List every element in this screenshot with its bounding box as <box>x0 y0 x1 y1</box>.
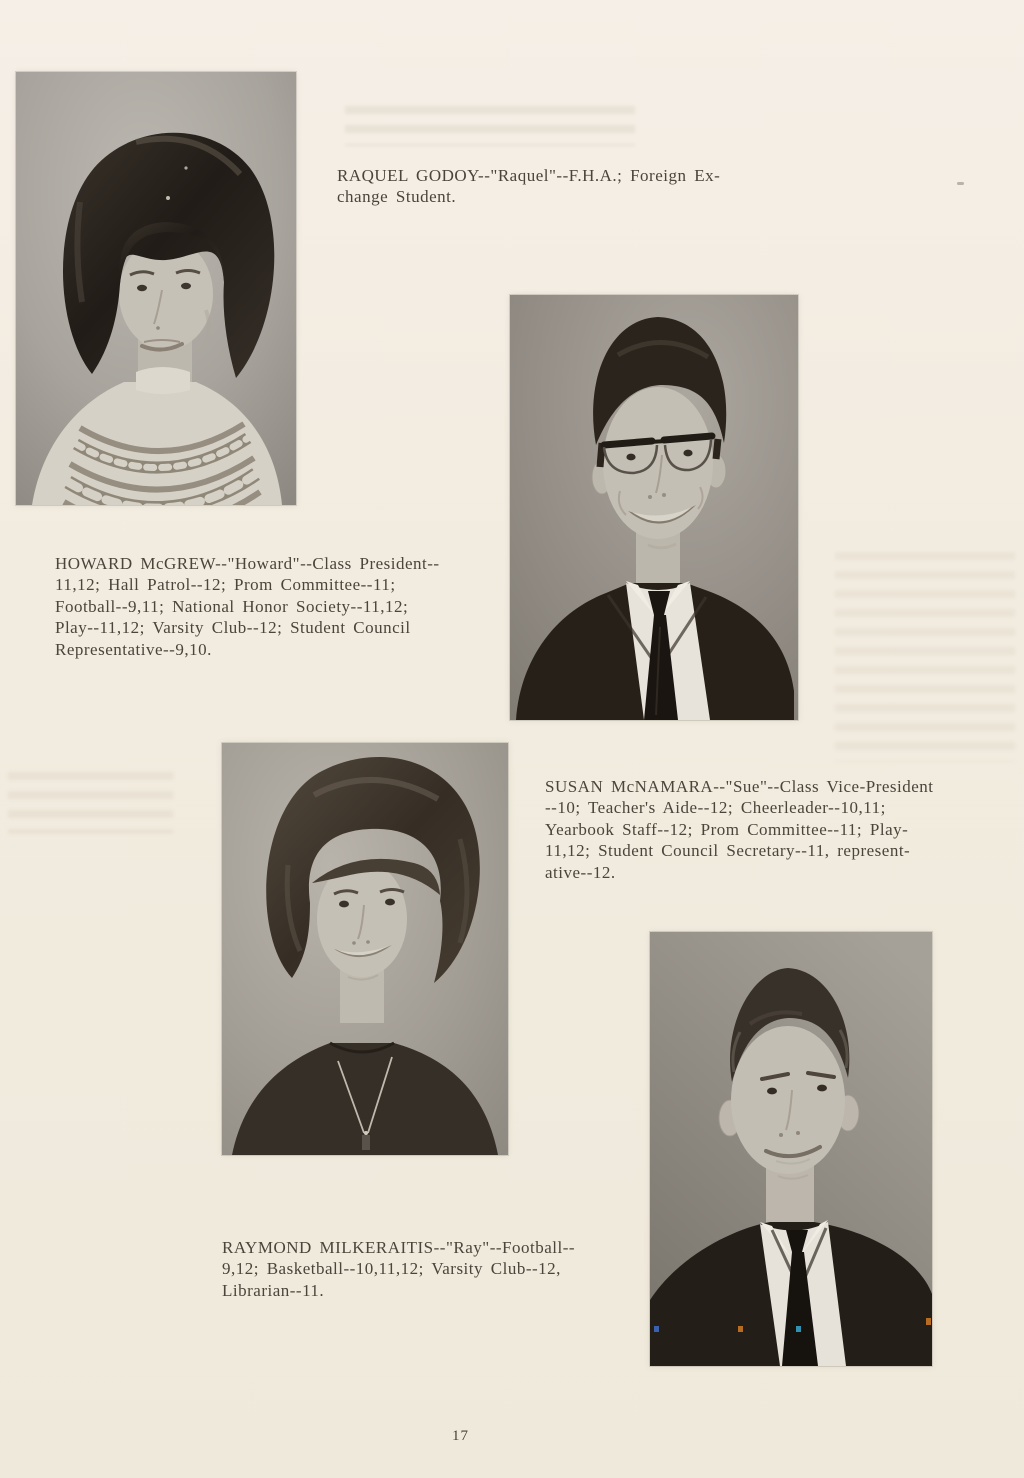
caption-raquel-godoy <box>337 165 720 208</box>
page-number: 17 <box>452 1428 469 1444</box>
portrait-photo-howard-mcgrew <box>510 295 798 720</box>
caption-line: RAQUEL GODOY--"Raquel"--F.H.A.; Foreign Ex- <box>337 166 721 185</box>
portrait-photo-raymond-milkeraitis <box>650 932 932 1366</box>
caption-line: ative--12. <box>545 862 616 882</box>
caption-howard-mcgrew <box>55 553 440 660</box>
face <box>731 1026 845 1174</box>
caption-raymond-milkeraitis <box>222 1237 575 1301</box>
print-showthrough <box>345 106 635 146</box>
caption-line: RAYMOND MILKERAITIS--"Ray"--Football-- <box>222 1238 576 1257</box>
caption-line: HOWARD McGREW--"Howard"--Class President-- <box>55 554 440 573</box>
portrait-photo-raquel-godoy <box>16 72 296 505</box>
portrait-illustration <box>510 295 798 720</box>
portrait-illustration <box>222 743 508 1155</box>
caption-line: 11,12; Student Council Secretary--11, represent- <box>545 841 911 861</box>
portrait-illustration <box>16 72 296 505</box>
caption-line: --10; Teacher's Aide--12; Cheerleader--10,11; <box>545 798 886 818</box>
print-showthrough <box>8 772 173 834</box>
caption-line: Football--9,11; National Honor Society--11,12; <box>55 596 409 616</box>
caption-line: Yearbook Staff--12; Prom Committee--11; Play- <box>545 819 909 839</box>
print-showthrough <box>835 552 1015 762</box>
caption-line: 11,12; Hall Patrol--12; Prom Committee--11; <box>55 575 396 595</box>
caption-line: 9,12; Basketball--10,11,12; Varsity Club--12, <box>222 1259 561 1279</box>
portrait-illustration <box>650 932 932 1366</box>
caption-line: Librarian--11. <box>222 1280 325 1300</box>
caption-line: Play--11,12; Varsity Club--12; Student Council <box>55 618 411 638</box>
ink-speck <box>957 182 964 185</box>
caption-susan-mcnamara <box>545 776 934 883</box>
caption-line: change Student. <box>337 187 457 207</box>
portrait-photo-susan-mcnamara <box>222 743 508 1155</box>
caption-line: Representative--9,10. <box>55 639 212 659</box>
caption-line: SUSAN McNAMARA--"Sue"--Class Vice-President <box>545 777 934 796</box>
